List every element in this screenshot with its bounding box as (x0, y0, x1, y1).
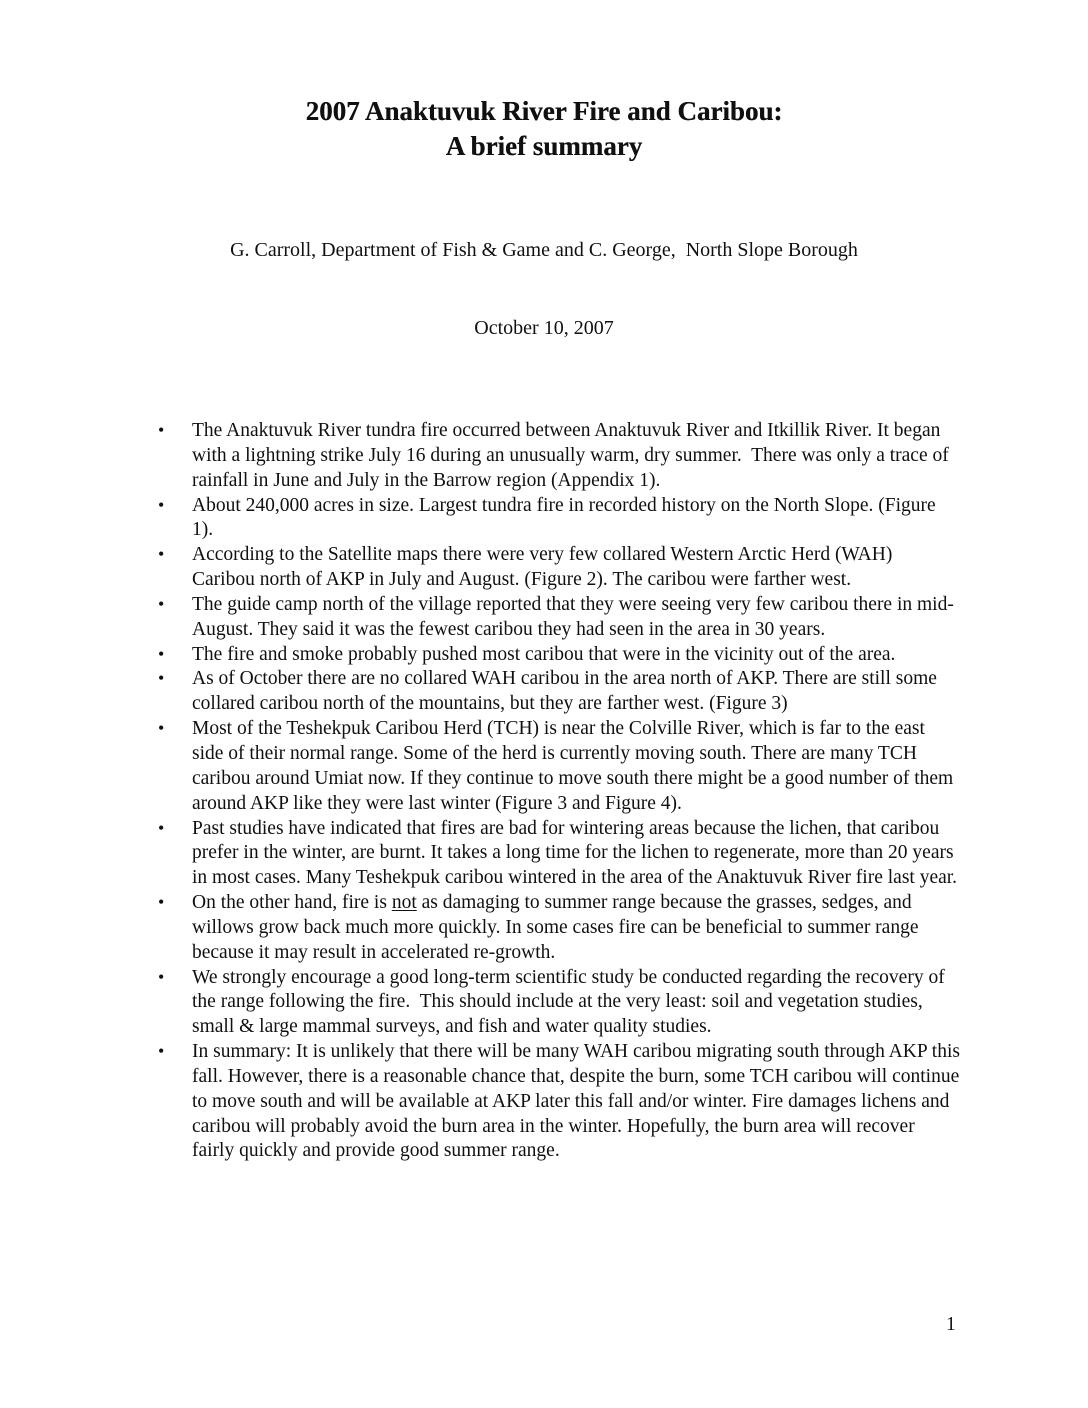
text-segment: The Anaktuvuk River tundra fire occurred between Anaktuvuk River and Itkillik River. It began with a lightning strike July 16 during an unusually warm, dry summer. There was only a trace of rainfall in June and July in the Barrow region (Appendix 1). (192, 420, 954, 491)
bullet-text (192, 892, 923, 963)
bullet-text (192, 420, 954, 491)
list-item (156, 717, 960, 816)
list-item (156, 891, 960, 966)
text-segment: Past studies have indicated that fires are bad for wintering areas because the lichen, that caribou prefer in the winter, are burnt. It takes a long time for the lichen to regenerate, more than 20 years in most cases. Many Teshekpuk caribou wintered in the area of the Anaktuvuk River fire last year. (192, 817, 959, 889)
text-segment: As of October there are no collared WAH caribou in the area north of AKP. There are still some collared caribou north of the mountains, but they are farther west. (Figure 3) (192, 668, 942, 715)
text-segment: The guide camp north of the village reported that they were seeing very few caribou there in mid-August. They said it was the fewest caribou they had seen in the area in 30 years. (192, 593, 954, 640)
bullet-icon: • (158, 494, 165, 515)
list-item (156, 1040, 965, 1164)
document-title (0, 94, 1088, 164)
title-line-1: 2007 Anaktuvuk River Fire and Caribou: (305, 96, 783, 126)
bullet-icon: • (158, 966, 165, 987)
text-segment: On the other hand, fire is (192, 892, 392, 914)
list-item (156, 667, 960, 717)
text-segment: We strongly encourage a good long-term scientific study be conducted regarding the recovery of the range following the fire. This should include at the very least: soil and vegetation studies, small & large mammal surveys, and fish and water quality studies. (192, 966, 950, 1038)
list-item (156, 419, 960, 494)
bullet-icon: • (158, 544, 165, 565)
title-line-2: A brief summary (445, 131, 643, 161)
bullet-icon: • (158, 817, 165, 838)
bullet-text (192, 644, 895, 665)
list-item (156, 543, 960, 593)
list-item (156, 643, 960, 668)
bullet-icon: • (158, 1041, 165, 1062)
authors-line: G. Carroll, Department of Fish & Game and C. George, North Slope Borough (230, 239, 858, 261)
summary-bullet-list (156, 419, 965, 1164)
text-segment: In summary: It is unlikely that there will be many WAH caribou migrating south through AKP this fall. However, there is a reasonable chance that, despite the burn, some TCH caribou will continue to move south and will be available at AKP later this fall and/or winter. Fire damages lichens and caribou will probably avoid the burn area in the winter. Hopefully, the burn area will recover fairly quickly and provide good summer range. (192, 1041, 965, 1162)
list-item (156, 817, 960, 892)
byline-block (0, 185, 1088, 393)
list-item (156, 966, 960, 1041)
bullet-text (192, 668, 942, 714)
bullet-text (192, 544, 897, 590)
bullet-text (192, 818, 958, 889)
bullet-text (192, 495, 941, 541)
bullet-text (192, 718, 958, 814)
text-segment: as damaging to summer range because the grasses, sedges, and willows grow back much more quickly. In some cases fire can be beneficial to summer range because it may result in accelerated re-growth. (192, 892, 924, 963)
bullet-icon: • (158, 420, 165, 440)
page-number: 1 (946, 1314, 956, 1335)
date-line: October 10, 2007 (474, 317, 614, 339)
list-item (156, 494, 960, 544)
bullet-icon: • (158, 643, 165, 664)
bullet-text (192, 967, 950, 1038)
text-segment: Most of the Teshekpuk Caribou Herd (TCH) is near the Colville River, which is far to the east side of their normal range. Some of the herd is currently moving south. There are many TCH caribou around Umiat now. If they continue to move south there might be a good number of them around AKP like they were last winter (Figure 3 and Figure 4). (192, 718, 959, 814)
bullet-icon: • (158, 892, 165, 913)
bullet-text (192, 1041, 965, 1161)
bullet-icon: • (158, 593, 165, 614)
text-segment: According to the Satellite maps there were very few collared Western Arctic Herd (WAH) Caribou north of AKP in July and August. (Figure 2). The caribou were farther west. (192, 544, 898, 591)
bullet-icon: • (158, 718, 165, 739)
list-item (156, 593, 960, 643)
text-segment: About 240,000 acres in size. Largest tundra fire in recorded history on the North Slope. (Figure 1). (192, 494, 941, 541)
underlined-text: not (391, 892, 417, 914)
text-segment: The fire and smoke probably pushed most caribou that were in the vicinity out of the area. (192, 643, 896, 665)
bullet-text (192, 594, 954, 640)
bullet-icon: • (158, 668, 165, 689)
